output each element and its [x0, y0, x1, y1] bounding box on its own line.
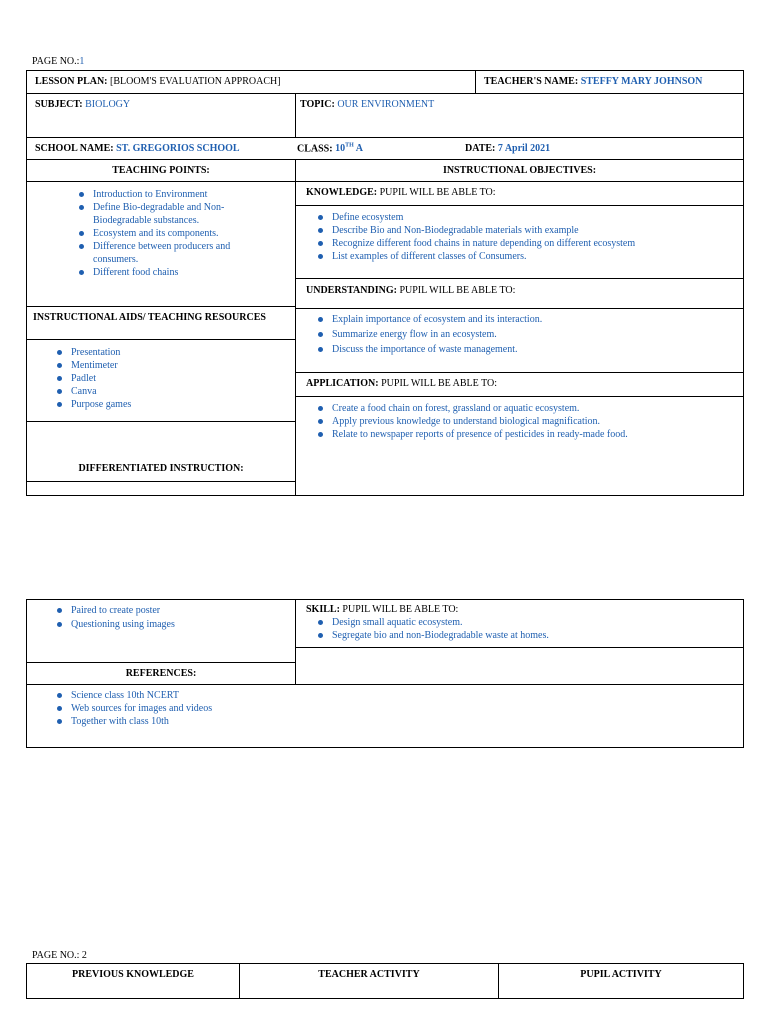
knowledge-list	[314, 211, 734, 263]
list-item: List examples of different classes of Consumers.	[314, 250, 734, 263]
skill-suffix: PUPIL WILL BE ABLE TO:	[342, 604, 459, 615]
knowledge-label: KNOWLEDGE:	[306, 187, 378, 198]
list-item: Recognize different food chains in nature depending on different ecosystem	[314, 237, 734, 250]
application-list	[314, 402, 734, 441]
aids-header-cell	[26, 306, 296, 340]
skill-empty-cell	[295, 647, 744, 685]
understanding-label: UNDERSTANDING:	[306, 285, 397, 296]
application-suffix: PUPIL WILL BE ABLE TO:	[381, 378, 498, 389]
date-value: 7 April 2021	[497, 143, 551, 154]
list-item: Describe Bio and Non-Biodegradable materials with example	[314, 224, 734, 237]
teaching-points-cell	[26, 181, 296, 307]
list-item: Science class 10th NCERT	[53, 689, 453, 702]
list-item: Introduction to Environment	[75, 188, 265, 201]
school-row	[26, 137, 744, 160]
understanding-suffix: PUPIL WILL BE ABLE TO:	[399, 285, 516, 296]
list-item: Questioning using images	[53, 618, 283, 631]
list-item: Canva	[53, 385, 273, 398]
list-item: Design small aquatic ecosystem.	[314, 616, 734, 629]
aids-list	[53, 346, 273, 411]
aids-cell	[26, 339, 296, 422]
pupil-activity-header	[498, 963, 744, 999]
list-item: Difference between producers and consumers.	[75, 240, 265, 266]
list-item: Together with class 10th	[53, 715, 453, 728]
list-item: Paired to create poster	[53, 604, 283, 617]
date-label: DATE:	[465, 143, 496, 154]
understanding-header-cell	[295, 278, 744, 309]
teacher-activity-header	[239, 963, 499, 999]
differentiated-header: DIFFERENTIATED INSTRUCTION:	[78, 463, 244, 474]
subject-cell	[26, 93, 296, 138]
list-item: Explain importance of ecosystem and its interaction.	[314, 313, 734, 326]
class-label: CLASS:	[297, 143, 333, 155]
skill-label: SKILL:	[306, 604, 340, 615]
aids-header: INSTRUCTIONAL AIDS/ TEACHING RESOURCES	[33, 312, 266, 323]
application-label: APPLICATION:	[306, 378, 379, 389]
list-item: Discuss the importance of waste management.	[314, 343, 734, 356]
list-item: Different food chains	[75, 266, 265, 279]
class-value: 10TH A	[335, 143, 363, 155]
lesson-plan-cell	[26, 70, 476, 94]
page-number-1	[32, 56, 84, 67]
instructional-objectives-header: INSTRUCTIONAL OBJECTIVES:	[295, 159, 744, 182]
understanding-list	[314, 313, 734, 356]
previous-knowledge-header	[26, 963, 240, 999]
list-item: Presentation	[53, 346, 273, 359]
subject-value: BIOLOGY	[85, 99, 131, 110]
teacher-name-cell	[475, 70, 744, 94]
list-item: Relate to newspaper reports of presence of pesticides in ready-made food.	[314, 428, 734, 441]
differentiated-empty-cell	[26, 481, 296, 496]
previous-knowledge-label: PREVIOUS KNOWLEDGE	[72, 969, 194, 980]
teaching-points-list	[75, 188, 265, 279]
teacher-name-label: TEACHER'S NAME:	[484, 76, 579, 87]
teacher-activity-label: TEACHER ACTIVITY	[318, 969, 420, 980]
references-cell	[26, 684, 744, 748]
list-item: Apply previous knowledge to understand biological magnification.	[314, 415, 734, 428]
knowledge-header-cell	[295, 181, 744, 206]
list-item: Mentimeter	[53, 359, 273, 372]
teaching-points-header: TEACHING POINTS:	[26, 159, 296, 182]
knowledge-suffix: PUPIL WILL BE ABLE TO:	[379, 187, 496, 198]
school-label: SCHOOL NAME:	[35, 143, 114, 154]
school-value: ST. GREGORIOS SCHOOL	[116, 143, 240, 154]
lesson-plan-label: LESSON PLAN:	[35, 76, 108, 87]
differentiated-items-cell	[26, 599, 296, 663]
list-item: Padlet	[53, 372, 273, 385]
skill-list	[314, 616, 734, 642]
topic-label: TOPIC:	[300, 99, 335, 110]
pupil-activity-label: PUPIL ACTIVITY	[580, 969, 662, 980]
list-item: Create a food chain on forest, grassland or aquatic ecosystem.	[314, 402, 734, 415]
topic-cell	[295, 93, 744, 138]
references-header: REFERENCES:	[26, 662, 296, 685]
page-number-value: 1	[79, 56, 85, 67]
subject-label: SUBJECT:	[35, 99, 83, 110]
knowledge-cell	[295, 205, 744, 279]
lesson-plan-value: [BLOOM'S EVALUATION APPROACH]	[110, 76, 281, 87]
list-item: Ecosystem and its components.	[75, 227, 265, 240]
application-cell	[295, 396, 744, 496]
skill-cell	[295, 599, 744, 648]
teacher-name-value: STEFFY MARY JOHNSON	[580, 76, 703, 87]
list-item: Segregate bio and non-Biodegradable waste at homes.	[314, 629, 734, 642]
references-list	[53, 689, 453, 728]
list-item: Web sources for images and videos	[53, 702, 453, 715]
topic-value: OUR ENVIRONMENT	[337, 99, 435, 110]
list-item: Purpose games	[53, 398, 273, 411]
application-header-cell	[295, 372, 744, 397]
page-label: PAGE NO.:	[32, 56, 80, 67]
list-item: Define Bio-degradable and Non-Biodegradable substances.	[75, 201, 265, 227]
list-item: Summarize energy flow in an ecosystem.	[314, 328, 734, 341]
list-item: Define ecosystem	[314, 211, 734, 224]
differentiated-list	[53, 604, 283, 631]
page-number-2: PAGE NO.: 2	[32, 950, 87, 961]
understanding-cell	[295, 308, 744, 373]
differentiated-header-cell	[26, 421, 296, 482]
